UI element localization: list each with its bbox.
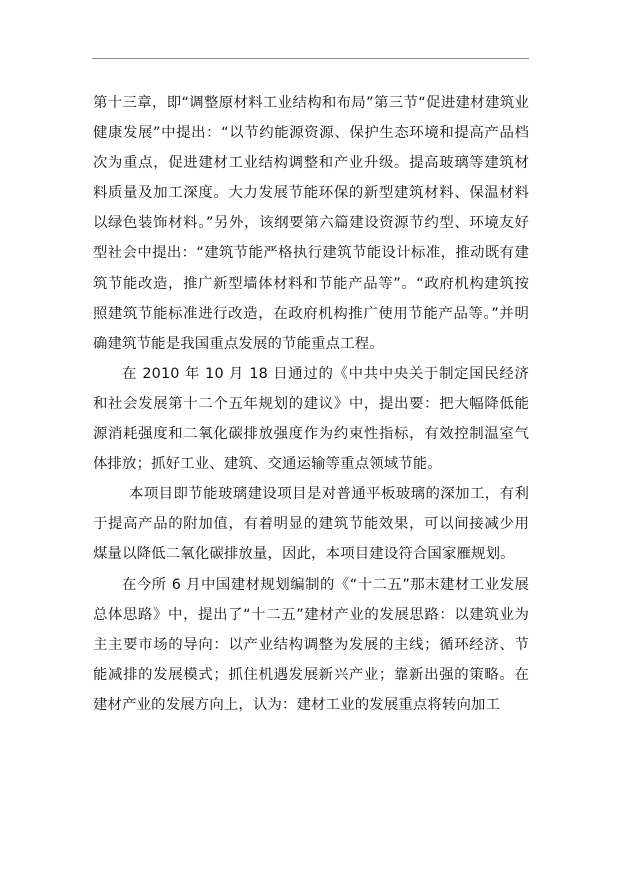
paragraph-4: 在今所 6 月中国建材规划编制的《“十二五”那末建材工业发展总体思路》中，提出了“十二五”建材产业的发展思路：以建筑业为主主要市场的导向：以产业结构调整为发展的主线；循环经济、节能减排的发展模式；抓住机遇发展新兴产业；靠新出强的策略。在建材产业的发展方向上，认为：建材工业的发展重点将转向加工: [93, 576, 529, 713]
document-body: [93, 88, 529, 720]
paragraph-3: 本项目即节能玻璃建设项目是对普通平板玻璃的深加工，有利于提高产品的附加值，有着明显的建筑节能效果，可以间接减少用煤量以降低二氧化碳排放量，因此，本项目建设符合国家雁规划。: [93, 486, 529, 563]
paragraph-2: 在 2010 年 10 月 18 日通过的《中共中央关于制定国民经济和社会发展第十二个五年规划的建议》中，提出要：把大幅降低能源消耗强度和二氧化碳排放强度作为约束性指标，有效控制温室气体排放；抓好工业、建筑、交通运输等重点领域节能。: [93, 365, 529, 473]
header-rule: [92, 58, 529, 59]
paragraph-1: 第十三章，即“调整原材料工业结构和布局”第三节“促进建材建筑业健康发展”中提出：“以节约能源资源、保护生态环境和提高产品档次为重点，促进建材工业结构调整和产业升级。提高玻璃等建筑材料质量及加工深度。大力发展节能环保的新型建筑材料、保温材料以绿色装饰材料。”另外，该纲要第六篇建设资源节约型、环境友好型社会中提出：“建筑节能严格执行建筑节能设计标准，推动既有建筑节能改造，推广新型墙体材料和节能产品等”。“政府机构建筑按照建筑节能标准进行改造，在政府机构推广使用节能产品等。”并明确建筑节能是我国重点发展的节能重点工程。: [93, 95, 529, 352]
